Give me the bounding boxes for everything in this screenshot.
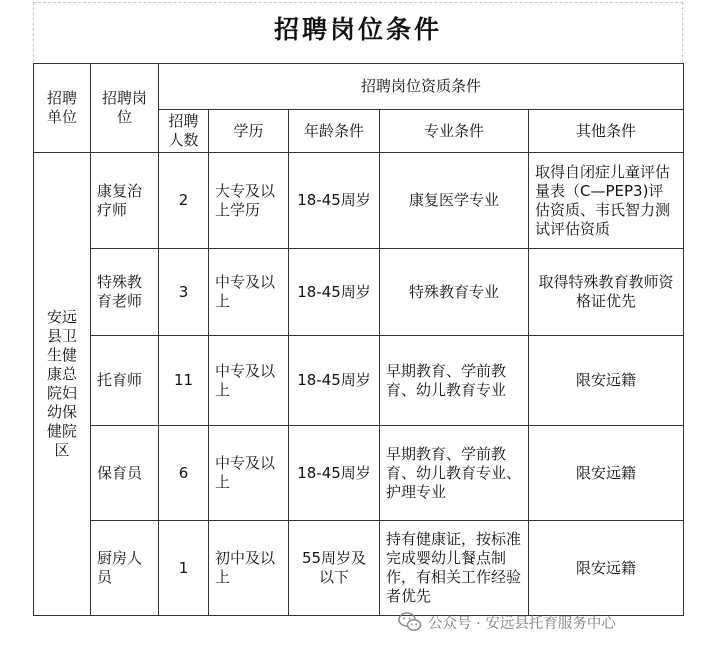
- recruitment-table: [33, 63, 684, 616]
- table-row: [34, 426, 684, 521]
- major-cell: 早期教育、学前教育、幼儿教育专业: [380, 336, 529, 426]
- watermark: [398, 610, 616, 634]
- wechat-icon: [398, 611, 422, 633]
- other-cell: 限安远籍: [529, 521, 684, 616]
- header-education: 学历: [209, 110, 289, 153]
- header-count: 招聘人数: [159, 110, 209, 153]
- education-cell: 中专及以上: [209, 249, 289, 336]
- count-cell: 11: [159, 336, 209, 426]
- other-cell: 取得自闭症儿童评估量表（C—PEP3)评估资质、韦氏智力测试评估资质: [529, 153, 684, 249]
- position-cell: 特殊教育老师: [91, 249, 159, 336]
- count-cell: 3: [159, 249, 209, 336]
- position-cell: 厨房人员: [91, 521, 159, 616]
- age-cell: 18-45周岁: [289, 426, 380, 521]
- header-other: 其他条件: [529, 110, 684, 153]
- other-cell: 限安远籍: [529, 336, 684, 426]
- header-age: 年龄条件: [289, 110, 380, 153]
- other-cell: 限安远籍: [529, 426, 684, 521]
- age-cell: 18-45周岁: [289, 153, 380, 249]
- count-cell: 6: [159, 426, 209, 521]
- watermark-text: 公众号 · 安远县托育服务中心: [428, 615, 616, 632]
- education-cell: 中专及以上: [209, 426, 289, 521]
- age-cell: 18-45周岁: [289, 249, 380, 336]
- major-cell: 持有健康证，按标准完成婴幼儿餐点制作，有相关工作经验者优先: [380, 521, 529, 616]
- position-cell: 康复治疗师: [91, 153, 159, 249]
- major-cell: 早期教育、学前教育、幼儿教育专业、护理专业: [380, 426, 529, 521]
- education-cell: 中专及以上: [209, 336, 289, 426]
- unit-name: 安远县卫生健康总院妇幼保健院区: [34, 153, 91, 616]
- age-cell: 18-45周岁: [289, 336, 380, 426]
- header-qualifications: 招聘岗位资质条件: [159, 64, 684, 110]
- position-cell: 保育员: [91, 426, 159, 521]
- table-row: [34, 153, 684, 249]
- major-cell: 特殊教育专业: [380, 249, 529, 336]
- header-major: 专业条件: [380, 110, 529, 153]
- table-row: [34, 336, 684, 426]
- count-cell: 2: [159, 153, 209, 249]
- table-row: [34, 521, 684, 616]
- table-row: [34, 249, 684, 336]
- education-cell: 初中及以上: [209, 521, 289, 616]
- header-position: 招聘岗位: [91, 64, 159, 153]
- count-cell: 1: [159, 521, 209, 616]
- education-cell: 大专及以上学历: [209, 153, 289, 249]
- header-unit: 招聘单位: [34, 64, 91, 153]
- age-cell: 55周岁及以下: [289, 521, 380, 616]
- major-cell: 康复医学专业: [380, 153, 529, 249]
- page-title: 招聘岗位条件: [273, 15, 442, 44]
- header-row: [34, 64, 684, 110]
- other-cell: 取得特殊教育教师资格证优先: [529, 249, 684, 336]
- position-cell: 托育师: [91, 336, 159, 426]
